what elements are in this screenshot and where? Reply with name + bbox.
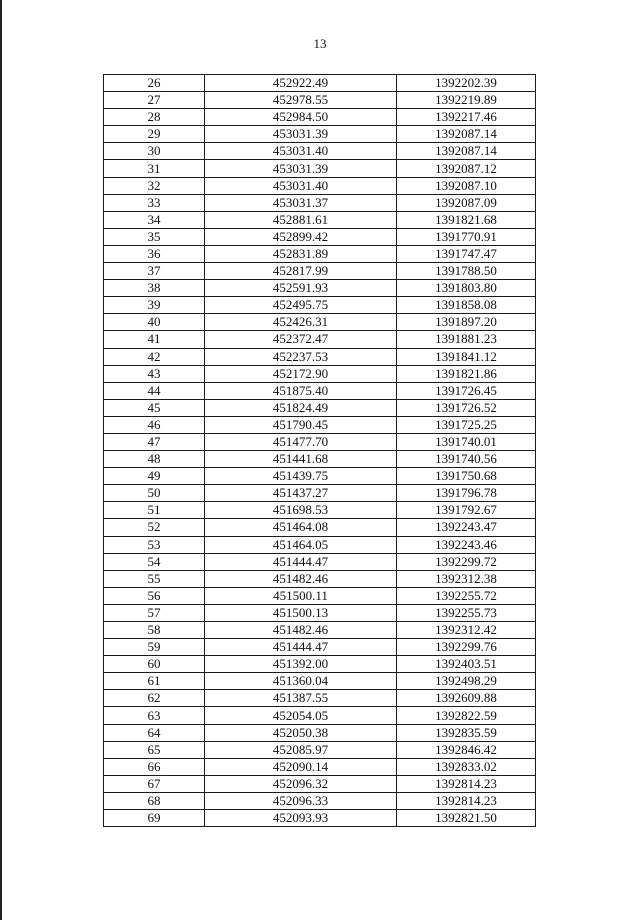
table-row [104, 741, 536, 758]
point-number-cell: 59 [104, 639, 205, 656]
x-coordinate-cell: 451698.53 [205, 502, 397, 519]
y-coordinate-cell: 1391792.67 [397, 502, 536, 519]
point-number-cell: 33 [104, 194, 205, 211]
table-row [104, 160, 536, 177]
point-number-cell: 60 [104, 656, 205, 673]
table-row [104, 604, 536, 621]
point-number-cell: 36 [104, 245, 205, 262]
point-number-cell: 41 [104, 331, 205, 348]
point-number-cell: 54 [104, 553, 205, 570]
point-number-cell: 63 [104, 707, 205, 724]
x-coordinate-cell: 451387.55 [205, 690, 397, 707]
x-coordinate-cell: 452096.33 [205, 792, 397, 809]
point-number-cell: 66 [104, 758, 205, 775]
x-coordinate-cell: 452831.89 [205, 245, 397, 262]
table-row [104, 724, 536, 741]
point-number-cell: 26 [104, 75, 205, 92]
point-number-cell: 31 [104, 160, 205, 177]
point-number-cell: 69 [104, 810, 205, 827]
table-row [104, 519, 536, 536]
x-coordinate-cell: 452922.49 [205, 75, 397, 92]
point-number-cell: 56 [104, 587, 205, 604]
table-row [104, 775, 536, 792]
y-coordinate-cell: 1391747.47 [397, 245, 536, 262]
y-coordinate-cell: 1392814.23 [397, 775, 536, 792]
y-coordinate-cell: 1391750.68 [397, 468, 536, 485]
table-row [104, 810, 536, 827]
table-row [104, 707, 536, 724]
x-coordinate-cell: 451500.11 [205, 587, 397, 604]
point-number-cell: 67 [104, 775, 205, 792]
table-row [104, 348, 536, 365]
y-coordinate-cell: 1391796.78 [397, 485, 536, 502]
point-number-cell: 53 [104, 536, 205, 553]
x-coordinate-cell: 451392.00 [205, 656, 397, 673]
x-coordinate-cell: 452899.42 [205, 228, 397, 245]
x-coordinate-cell: 452984.50 [205, 109, 397, 126]
x-coordinate-cell: 451477.70 [205, 433, 397, 450]
table-row [104, 228, 536, 245]
table-row [104, 314, 536, 331]
point-number-cell: 62 [104, 690, 205, 707]
point-number-cell: 35 [104, 228, 205, 245]
point-number-cell: 55 [104, 570, 205, 587]
y-coordinate-cell: 1392609.88 [397, 690, 536, 707]
point-number-cell: 65 [104, 741, 205, 758]
y-coordinate-cell: 1391726.52 [397, 399, 536, 416]
point-number-cell: 61 [104, 673, 205, 690]
point-number-cell: 51 [104, 502, 205, 519]
x-coordinate-cell: 453031.39 [205, 126, 397, 143]
point-number-cell: 32 [104, 177, 205, 194]
point-number-cell: 39 [104, 297, 205, 314]
table-row [104, 194, 536, 211]
x-coordinate-cell: 451437.27 [205, 485, 397, 502]
y-coordinate-cell: 1392833.02 [397, 758, 536, 775]
x-coordinate-cell: 452093.93 [205, 810, 397, 827]
table-row [104, 399, 536, 416]
point-number-cell: 40 [104, 314, 205, 331]
x-coordinate-cell: 452495.75 [205, 297, 397, 314]
table-row [104, 587, 536, 604]
table-row [104, 331, 536, 348]
x-coordinate-cell: 451790.45 [205, 416, 397, 433]
x-coordinate-cell: 452090.14 [205, 758, 397, 775]
x-coordinate-cell: 452054.05 [205, 707, 397, 724]
x-coordinate-cell: 452085.97 [205, 741, 397, 758]
point-number-cell: 47 [104, 433, 205, 450]
y-coordinate-cell: 1392312.42 [397, 622, 536, 639]
point-number-cell: 28 [104, 109, 205, 126]
point-number-cell: 38 [104, 280, 205, 297]
x-coordinate-cell: 452172.90 [205, 365, 397, 382]
x-coordinate-cell: 451500.13 [205, 604, 397, 621]
table-row [104, 792, 536, 809]
table-row [104, 433, 536, 450]
y-coordinate-cell: 1391881.23 [397, 331, 536, 348]
table-row [104, 126, 536, 143]
point-number-cell: 64 [104, 724, 205, 741]
y-coordinate-cell: 1391725.25 [397, 416, 536, 433]
table-row [104, 109, 536, 126]
x-coordinate-cell: 452237.53 [205, 348, 397, 365]
y-coordinate-cell: 1392087.14 [397, 143, 536, 160]
table-row [104, 365, 536, 382]
x-coordinate-cell: 451875.40 [205, 382, 397, 399]
point-number-cell: 27 [104, 92, 205, 109]
table-row [104, 75, 536, 92]
table-row [104, 211, 536, 228]
y-coordinate-cell: 1391821.68 [397, 211, 536, 228]
x-coordinate-cell: 451482.46 [205, 622, 397, 639]
y-coordinate-cell: 1392403.51 [397, 656, 536, 673]
y-coordinate-cell: 1391803.80 [397, 280, 536, 297]
y-coordinate-cell: 1392219.89 [397, 92, 536, 109]
scan-edge-line [0, 0, 2, 920]
x-coordinate-cell: 453031.39 [205, 160, 397, 177]
y-coordinate-cell: 1392846.42 [397, 741, 536, 758]
y-coordinate-cell: 1392087.09 [397, 194, 536, 211]
point-number-cell: 30 [104, 143, 205, 160]
y-coordinate-cell: 1392243.47 [397, 519, 536, 536]
table-row [104, 245, 536, 262]
y-coordinate-cell: 1391740.56 [397, 451, 536, 468]
table-row [104, 297, 536, 314]
table-row [104, 468, 536, 485]
y-coordinate-cell: 1391726.45 [397, 382, 536, 399]
y-coordinate-cell: 1392299.72 [397, 553, 536, 570]
table-row [104, 690, 536, 707]
point-number-cell: 68 [104, 792, 205, 809]
table-row [104, 758, 536, 775]
y-coordinate-cell: 1392312.38 [397, 570, 536, 587]
x-coordinate-cell: 452881.61 [205, 211, 397, 228]
y-coordinate-cell: 1392821.50 [397, 810, 536, 827]
table-row [104, 639, 536, 656]
x-coordinate-cell: 453031.40 [205, 177, 397, 194]
y-coordinate-cell: 1392217.46 [397, 109, 536, 126]
y-coordinate-cell: 1391897.20 [397, 314, 536, 331]
x-coordinate-cell: 451482.46 [205, 570, 397, 587]
point-number-cell: 34 [104, 211, 205, 228]
y-coordinate-cell: 1392299.76 [397, 639, 536, 656]
point-number-cell: 43 [104, 365, 205, 382]
table-row [104, 502, 536, 519]
x-coordinate-cell: 453031.40 [205, 143, 397, 160]
coordinates-table-body [104, 75, 536, 827]
y-coordinate-cell: 1392255.73 [397, 604, 536, 621]
point-number-cell: 42 [104, 348, 205, 365]
point-number-cell: 45 [104, 399, 205, 416]
y-coordinate-cell: 1392814.23 [397, 792, 536, 809]
table-row [104, 143, 536, 160]
y-coordinate-cell: 1392202.39 [397, 75, 536, 92]
x-coordinate-cell: 452050.38 [205, 724, 397, 741]
table-row [104, 451, 536, 468]
point-number-cell: 49 [104, 468, 205, 485]
point-number-cell: 29 [104, 126, 205, 143]
x-coordinate-cell: 452426.31 [205, 314, 397, 331]
y-coordinate-cell: 1392243.46 [397, 536, 536, 553]
y-coordinate-cell: 1392255.72 [397, 587, 536, 604]
table-row [104, 536, 536, 553]
point-number-cell: 58 [104, 622, 205, 639]
table-row [104, 656, 536, 673]
table-row [104, 280, 536, 297]
table-row [104, 553, 536, 570]
y-coordinate-cell: 1391770.91 [397, 228, 536, 245]
coordinates-table [103, 74, 536, 827]
x-coordinate-cell: 452817.99 [205, 263, 397, 280]
x-coordinate-cell: 453031.37 [205, 194, 397, 211]
x-coordinate-cell: 452591.93 [205, 280, 397, 297]
y-coordinate-cell: 1391821.86 [397, 365, 536, 382]
y-coordinate-cell: 1392498.29 [397, 673, 536, 690]
table-row [104, 485, 536, 502]
y-coordinate-cell: 1392087.10 [397, 177, 536, 194]
table-row [104, 382, 536, 399]
x-coordinate-cell: 452372.47 [205, 331, 397, 348]
table-row [104, 570, 536, 587]
page-number: 13 [313, 36, 327, 51]
y-coordinate-cell: 1392822.59 [397, 707, 536, 724]
y-coordinate-cell: 1392087.14 [397, 126, 536, 143]
y-coordinate-cell: 1391740.01 [397, 433, 536, 450]
point-number-cell: 46 [104, 416, 205, 433]
y-coordinate-cell: 1391841.12 [397, 348, 536, 365]
x-coordinate-cell: 452096.32 [205, 775, 397, 792]
x-coordinate-cell: 451464.05 [205, 536, 397, 553]
x-coordinate-cell: 451439.75 [205, 468, 397, 485]
point-number-cell: 50 [104, 485, 205, 502]
y-coordinate-cell: 1392835.59 [397, 724, 536, 741]
x-coordinate-cell: 451824.49 [205, 399, 397, 416]
table-row [104, 263, 536, 280]
y-coordinate-cell: 1392087.12 [397, 160, 536, 177]
table-row [104, 92, 536, 109]
table-row [104, 622, 536, 639]
table-row [104, 177, 536, 194]
y-coordinate-cell: 1391788.50 [397, 263, 536, 280]
point-number-cell: 37 [104, 263, 205, 280]
point-number-cell: 44 [104, 382, 205, 399]
table-row [104, 673, 536, 690]
x-coordinate-cell: 451360.04 [205, 673, 397, 690]
point-number-cell: 48 [104, 451, 205, 468]
x-coordinate-cell: 451441.68 [205, 451, 397, 468]
y-coordinate-cell: 1391858.08 [397, 297, 536, 314]
point-number-cell: 52 [104, 519, 205, 536]
x-coordinate-cell: 451464.08 [205, 519, 397, 536]
x-coordinate-cell: 451444.47 [205, 553, 397, 570]
table-row [104, 416, 536, 433]
point-number-cell: 57 [104, 604, 205, 621]
x-coordinate-cell: 451444.47 [205, 639, 397, 656]
x-coordinate-cell: 452978.55 [205, 92, 397, 109]
